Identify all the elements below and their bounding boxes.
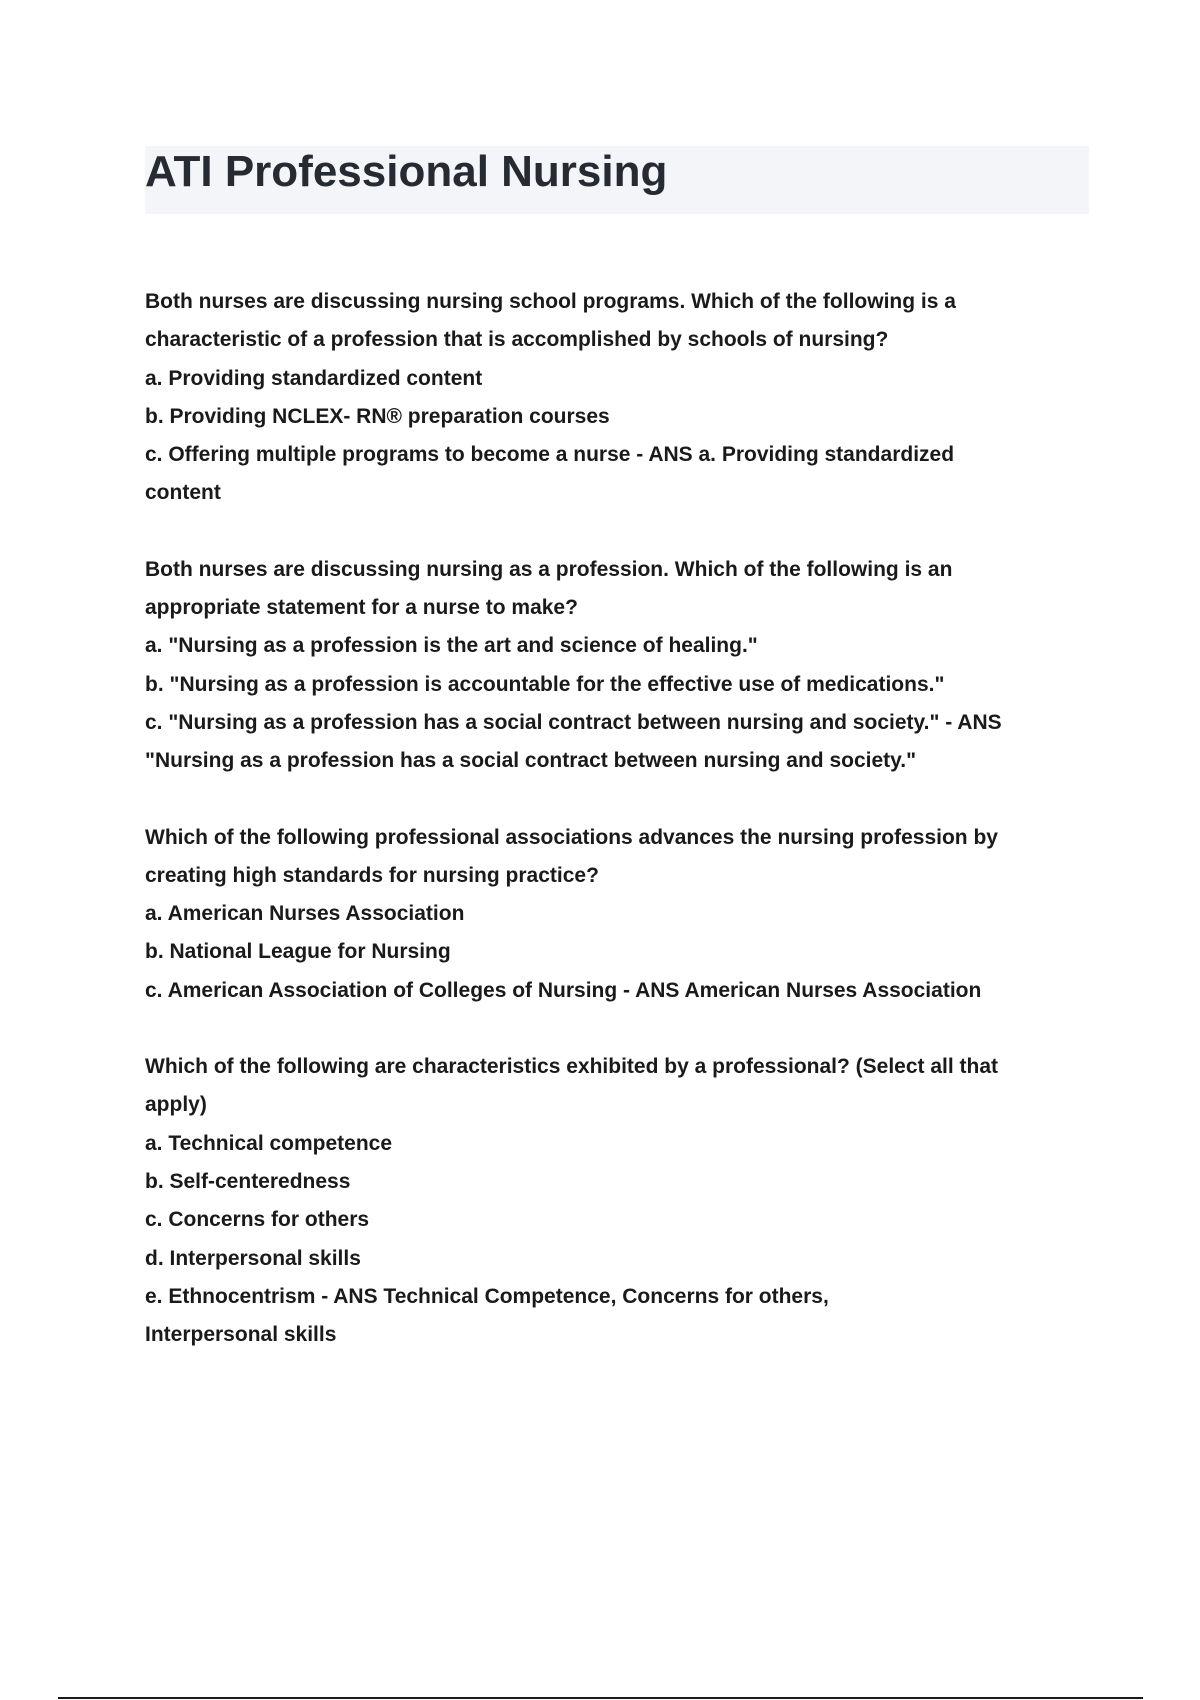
question-4-option-c: c. Concerns for others: [145, 1208, 370, 1232]
question-4-answer-continued: Interpersonal skills: [145, 1323, 337, 1347]
question-1-line-2: characteristic of a profession that is accomplished by schools of nursing?: [145, 328, 889, 352]
question-1-option-c-answer: c. Offering multiple programs to become a nurse - ANS a. Providing standardized: [145, 443, 955, 467]
question-4-line-2: apply): [145, 1093, 207, 1117]
question-1-answer-continued: content: [145, 481, 221, 505]
question-4-option-a: a. Technical competence: [145, 1131, 393, 1155]
page-bottom-rule: [58, 1697, 1143, 1699]
question-4-option-e-answer: e. Ethnocentrism - ANS Technical Competence, Concerns for others,: [145, 1284, 829, 1308]
question-1-option-b: b. Providing NCLEX- RN® preparation courses: [145, 404, 610, 428]
question-1-line-1: Both nurses are discussing nursing school programs. Which of the following is a: [145, 290, 956, 313]
question-4-option-d: d. Interpersonal skills: [145, 1246, 361, 1270]
question-block-2: [145, 551, 1085, 781]
question-block-1: [145, 283, 1085, 513]
page-title: ATI Professional Nursing: [145, 147, 668, 196]
question-2-option-c-answer: c. "Nursing as a profession has a social contract between nursing and society." - ANS: [145, 710, 1002, 734]
question-2-answer-continued: "Nursing as a profession has a social contract between nursing and society.": [145, 749, 917, 773]
title-banner: [145, 146, 1089, 214]
document-body: [145, 283, 1085, 1392]
question-2-option-b: b. "Nursing as a profession is accountable for the effective use of medications.": [145, 672, 945, 696]
question-3-line-2: creating high standards for nursing practice?: [145, 863, 599, 887]
question-2-option-a: a. "Nursing as a profession is the art and science of healing.": [145, 634, 758, 658]
question-3-option-c-answer: c. American Association of Colleges of Nursing - ANS American Nurses Association: [145, 978, 982, 1002]
question-4-line-1: Which of the following are characteristics exhibited by a professional? (Select all that: [145, 1055, 999, 1079]
question-2-line-1: Both nurses are discussing nursing as a profession. Which of the following is an: [145, 557, 953, 581]
question-block-4: [145, 1048, 1085, 1354]
question-3-option-b: b. National League for Nursing: [145, 940, 451, 964]
question-3-option-a: a. American Nurses Association: [145, 902, 465, 926]
question-4-option-b: b. Self-centeredness: [145, 1169, 351, 1193]
question-2-line-2: appropriate statement for a nurse to make?: [145, 596, 578, 620]
question-1-option-a: a. Providing standardized content: [145, 366, 483, 390]
question-3-line-1: Which of the following professional associations advances the nursing profession by: [145, 825, 998, 849]
question-block-3: [145, 819, 1085, 1010]
